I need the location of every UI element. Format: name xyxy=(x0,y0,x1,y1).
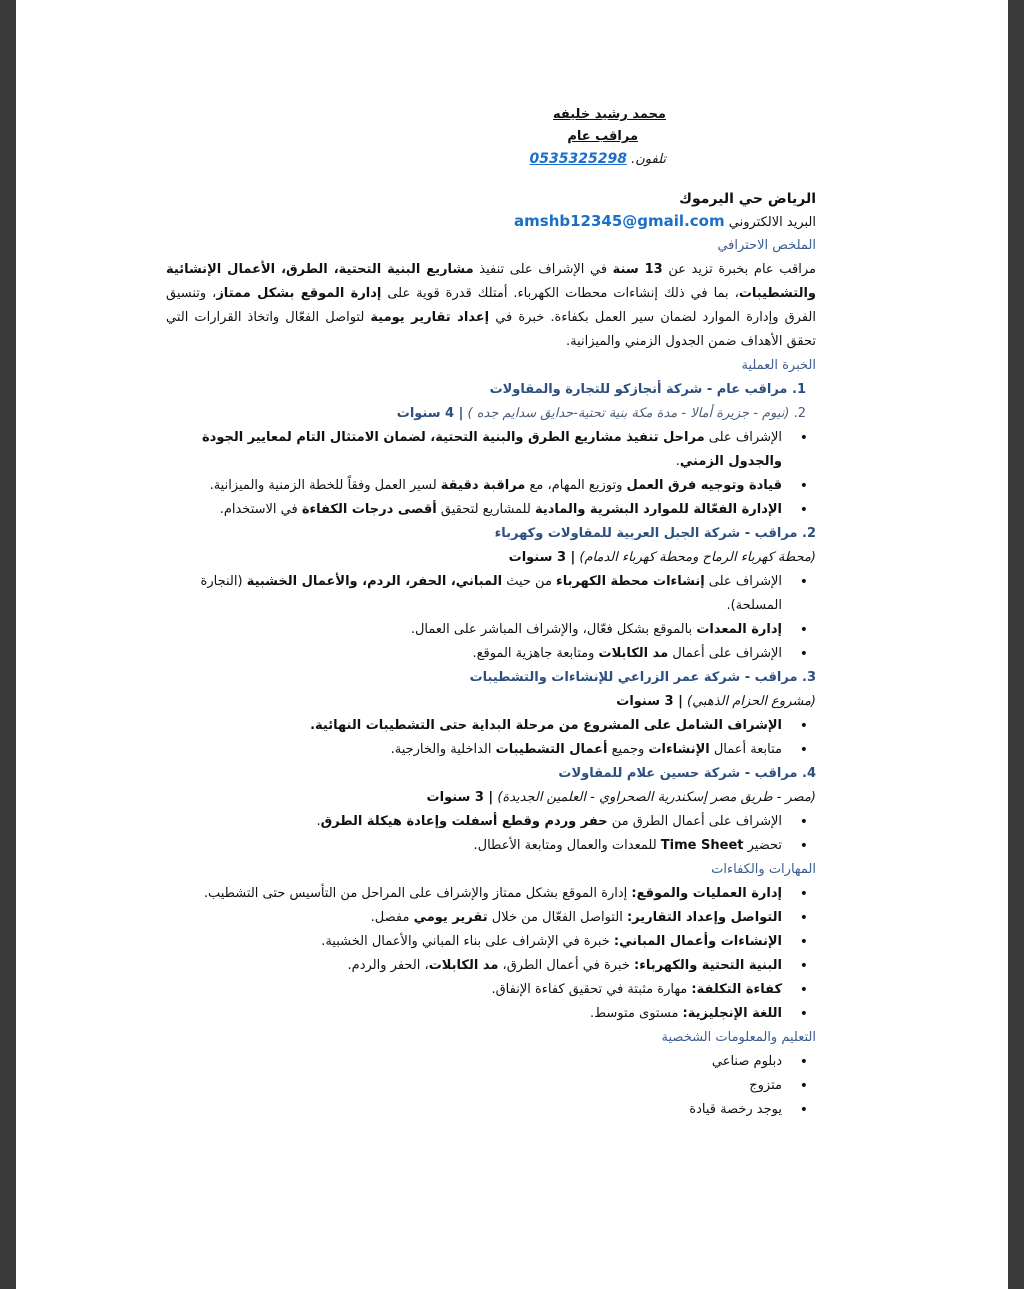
resume-body xyxy=(166,104,816,1122)
right-dark-edge xyxy=(1008,0,1024,1289)
summary-paragraph: مراقب عام بخبرة تزيد عن 13 سنة في الإشراف على تنفيذ مشاريع البنية التحتية، الطرق، الأعمال الإنشائية والتشطيبات، بما في ذلك إنشاءات محطات الكهرباء. أمتلك قدرة قوية على إدارة الموقع بشكل ممتاز، وتنسيق الفرق وإدارة الموارد لضمان سير العمل بكفاءة. خبرة في إعداد تقارير يومية لتواصل الفعّال واتخاذ القرارات التي تحقق الأهداف ضمن الجدول الزمني والميزانية. xyxy=(166,262,817,349)
list-item: • كفاءة التكلفة: مهارة مثبتة في تحقيق كفاءة الإنفاق. xyxy=(166,978,782,1002)
job-title-4: 4. مراقب - شركة حسين علام للمقاولات xyxy=(558,766,816,781)
job-title: مراقب عام xyxy=(567,129,638,144)
location: الرياض حي اليرموك xyxy=(679,191,816,207)
email-link[interactable]: amshb12345@gmail.com xyxy=(514,212,725,230)
list-item: • إدارة العمليات والموقع: إدارة الموقع بشكل ممتاز والإشراف على المراحل من التأسيس حتى التشطيب. xyxy=(166,882,782,906)
summary-heading: الملخص الاحترافي xyxy=(717,238,816,253)
list-item: • متزوج xyxy=(166,1074,782,1098)
job-subtitle-4: (مصر - طريق مصر إسكندرية الصحراوي - العلمين الجديدة) | 3 سنوات xyxy=(426,790,816,805)
list-item: • اللغة الإنجليزية: مستوى متوسط. xyxy=(166,1002,782,1026)
list-item: • البنية التحتية والكهرباء: خبرة في أعمال الطرق، مد الكابلات، الحفر والردم. xyxy=(166,954,782,978)
phone-number[interactable]: 0535325298 xyxy=(529,151,627,167)
job-4-bullets xyxy=(166,810,816,858)
phone-label: تلفون. xyxy=(631,152,666,167)
job-1-bullets xyxy=(166,426,816,522)
job-subtitle-3: (مشروع الحزام الذهبي) | 3 سنوات xyxy=(616,694,816,709)
education-heading: التعليم والمعلومات الشخصية xyxy=(661,1030,816,1045)
skills-list xyxy=(166,882,816,1026)
education-list xyxy=(166,1050,816,1122)
job-title-1: 1. مراقب عام - شركة أنجازكو للتجارة والمقاولات xyxy=(489,382,806,397)
list-item: • الإدارة الفعّالة للموارد البشرية والمادية للمشاريع لتحقيق أقصى درجات الكفاءة في الاستخدام. xyxy=(166,498,782,522)
skills-heading: المهارات والكفاءات xyxy=(711,862,816,877)
list-item: • متابعة أعمال الإنشاءات وجميع أعمال التشطيبات الداخلية والخارجية. xyxy=(166,738,782,762)
list-item: • الإشراف على أعمال مد الكابلات ومتابعة جاهزية الموقع. xyxy=(166,642,782,666)
list-item: • الإشراف على مراحل تنفيذ مشاريع الطرق والبنية التحتية، لضمان الامتثال التام لمعايير الجودة والجدول الزمني. xyxy=(166,426,782,474)
job-3-bullets xyxy=(166,714,816,762)
job-2-bullets xyxy=(166,570,816,666)
left-dark-edge xyxy=(0,0,16,1289)
job-title-3: 3. مراقب - شركة عمر الزراعي للإنشاءات والتشطيبات xyxy=(469,670,816,685)
list-item: • يوجد رخصة قيادة xyxy=(166,1098,782,1122)
experience-heading: الخبرة العملية xyxy=(741,358,816,373)
list-item: • الإشراف الشامل على المشروع من مرحلة البداية حتى التشطيبات النهائية. xyxy=(166,714,782,738)
list-item: • الإنشاءات وأعمال المباني: خبرة في الإشراف على بناء المباني والأعمال الخشبية. xyxy=(166,930,782,954)
list-item: • التواصل وإعداد التقارير: التواصل الفعّال من خلال تقرير يومي مفصل. xyxy=(166,906,782,930)
list-item: • دبلوم صناعي xyxy=(166,1050,782,1074)
person-name: محمد رشيد خليفه xyxy=(552,107,666,122)
list-item: • تحضير Time Sheet للمعدات والعمال ومتابعة الأعطال. xyxy=(166,834,782,858)
resume-page xyxy=(16,0,1008,1289)
list-item: • الإشراف على إنشاءات محطة الكهرباء من حيث المباني، الحفر، الردم، والأعمال الخشبية (النجارة المسلحة). xyxy=(166,570,782,618)
email-row xyxy=(166,210,816,234)
job-subtitle-2: (محطة كهرباء الرماح ومحطة كهرباء الدمام) | 3 سنوات xyxy=(508,550,816,565)
list-item: • الإشراف على أعمال الطرق من حفر وردم وقطع أسفلت وإعادة هيكلة الطرق. xyxy=(166,810,782,834)
job-title-2: 2. مراقب - شركة الجبل العربية للمقاولات وكهرباء xyxy=(494,526,816,541)
list-item: • قيادة وتوجيه فرق العمل وتوزيع المهام، مع مراقبة دقيقة لسير العمل وفقاً للخطة الزمنية والميزانية. xyxy=(166,474,782,498)
email-label: البريد الالكتروني xyxy=(728,215,816,230)
job-subtitle-1: 2. (نيوم - جزيرة أمالا - مدة مكة بنية تحتية-حدايق سدايم جده ) | 4 سنوات xyxy=(396,406,806,421)
list-item: • إدارة المعدات بالموقع بشكل فعّال، والإشراف المباشر على العمال. xyxy=(166,618,782,642)
